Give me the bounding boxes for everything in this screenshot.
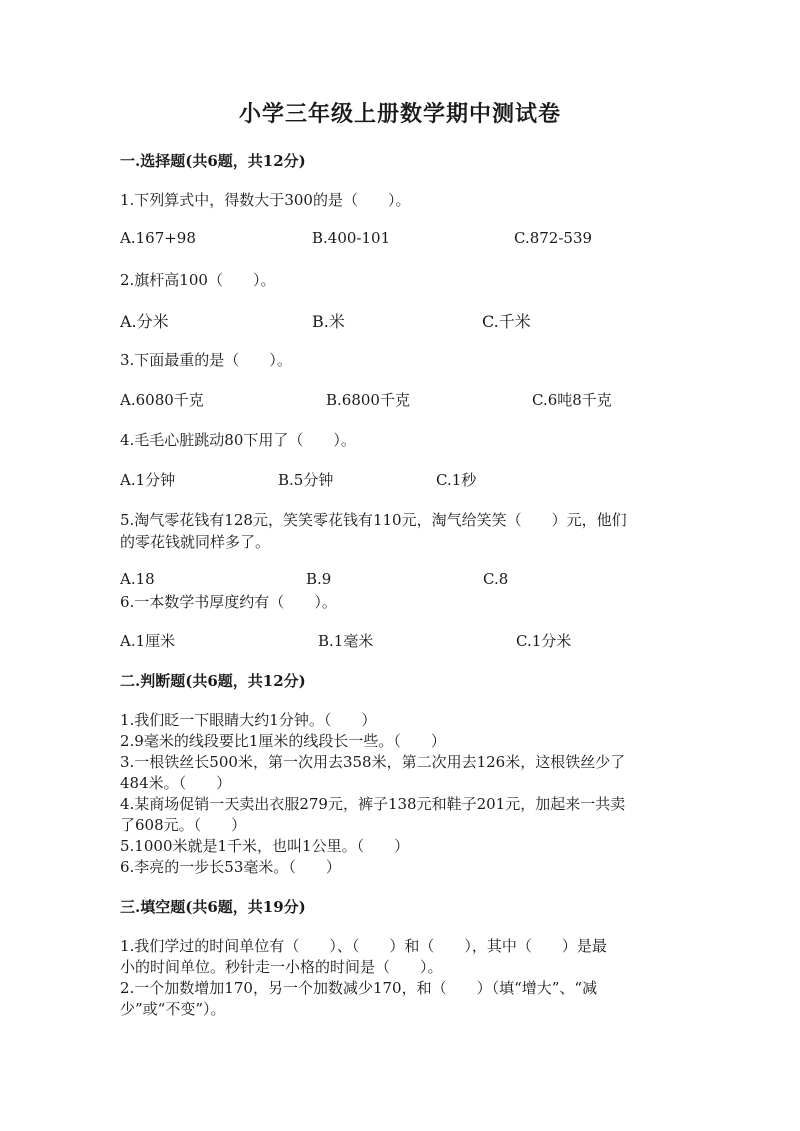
option-b: B.米 (312, 312, 345, 331)
option-a: A.1分钟 (120, 471, 176, 489)
question-text: 2.旗杆高100（ ）。 (120, 271, 276, 289)
question-text-continued: 484米。（ ） (120, 774, 232, 792)
question-text: 6.李亮的一步长53毫米。（ ） (120, 858, 341, 876)
question-text: 5.淘气零花钱有128元，笑笑零花钱有110元，淘气给笑笑（ ）元，他们 (120, 511, 627, 529)
option-b: B.5分钟 (278, 471, 334, 489)
option-b: B.400-101 (312, 229, 391, 247)
option-b: B.9 (306, 570, 332, 588)
option-a: A.1厘米 (120, 632, 176, 650)
question-text-continued: 的零花钱就同样多了。 (120, 533, 271, 551)
section-heading-true-false: 二.判断题(共6题，共12分) (120, 672, 306, 690)
question-text: 2.一个加数增加170，另一个加数减少170，和（ ）（填“增大”、“减 (120, 979, 598, 997)
option-b: B.1毫米 (318, 632, 374, 650)
option-a: A.6080千克 (120, 391, 204, 409)
question-text: 3.下面最重的是（ ）。 (120, 351, 292, 369)
option-a: A.167+98 (120, 229, 196, 247)
question-text: 4.某商场促销一天卖出衣服279元，裤子138元和鞋子201元，加起来一共卖 (120, 795, 626, 813)
option-c: C.千米 (482, 312, 531, 331)
option-b: B.6800千克 (326, 391, 410, 409)
question-text-continued: 少”或“不变”）。 (120, 1000, 226, 1018)
question-text: 2.9毫米的线段要比1厘米的线段长一些。（ ） (120, 732, 446, 750)
question-text: 1.我们眨一下眼睛大约1分钟。（ ） (120, 711, 377, 729)
option-c: C.6吨8千克 (532, 391, 612, 409)
question-text: 6.一本数学书厚度约有（ ）。 (120, 593, 337, 611)
question-text: 1.下列算式中，得数大于300的是（ ）。 (120, 191, 411, 209)
question-text: 1.我们学过的时间单位有（ ）、（ ）和（ ），其中（ ）是最 (120, 937, 607, 955)
question-text-continued: 小的时间单位。秒针走一小格的时间是（ ）。 (120, 958, 443, 976)
option-c: C.1秒 (436, 471, 477, 489)
option-a: A.分米 (120, 312, 169, 331)
option-c: C.8 (483, 570, 509, 588)
page-title: 小学三年级上册数学期中测试卷 (238, 101, 561, 127)
section-heading-fill-in: 三.填空题(共6题，共19分) (120, 898, 306, 916)
question-text: 5.1000米就是1千米，也叫1公里。（ ） (120, 837, 410, 855)
option-c: C.1分米 (516, 632, 572, 650)
question-text: 3.一根铁丝长500米，第一次用去358米，第二次用去126米，这根铁丝少了 (120, 753, 626, 771)
question-text: 4.毛毛心脏跳动80下用了（ ）。 (120, 431, 356, 449)
option-c: C.872-539 (514, 229, 593, 247)
question-text-continued: 了608元。（ ） (120, 816, 247, 834)
option-a: A.18 (120, 570, 155, 588)
section-heading-multiple-choice: 一.选择题(共6题，共12分) (120, 152, 306, 170)
